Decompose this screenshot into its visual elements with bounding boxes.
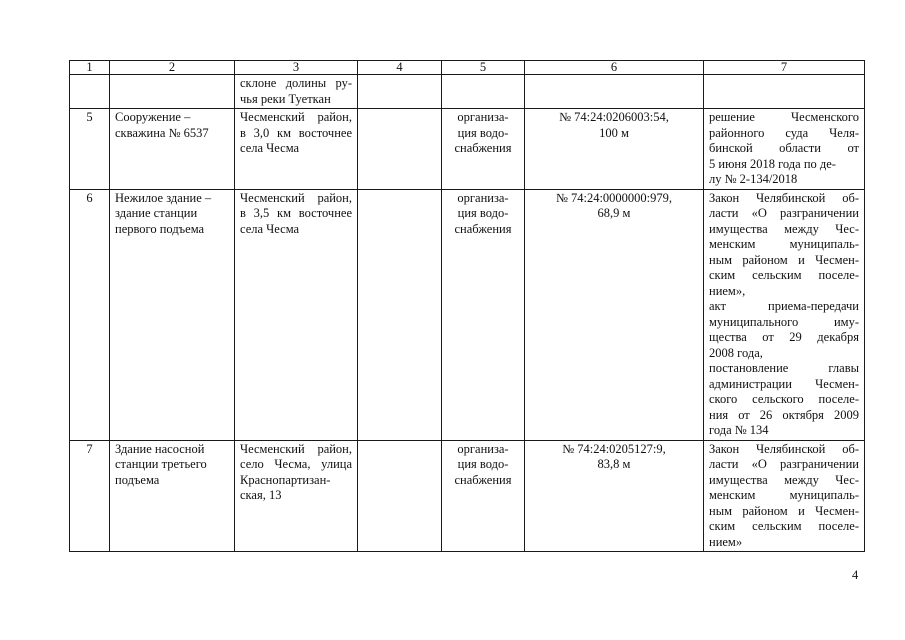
row-number-cell: 5	[70, 109, 110, 190]
location-cell	[235, 189, 358, 440]
cadastre-cell	[525, 189, 704, 440]
cell-line: снабжения	[454, 472, 512, 487]
cell-line: снабжения	[454, 221, 512, 236]
column-4-cell	[358, 109, 442, 190]
cell-line: Здание насосной	[115, 441, 205, 456]
cell-line: администрации Чесмен-	[709, 376, 859, 391]
cell-line: года № 134	[709, 423, 769, 437]
holder-cell	[442, 75, 525, 109]
legal-basis-cell	[704, 189, 865, 440]
row-number-cell	[70, 75, 110, 109]
cell-line: ласти «О разграничении	[709, 206, 859, 220]
row-number-cell: 7	[70, 440, 110, 552]
cell-line: районного суда Челя-	[709, 125, 859, 140]
cell-line: в 3,0 км восточнее	[240, 125, 352, 140]
column-4-cell	[358, 75, 442, 109]
cell-line: скважина № 6537	[115, 125, 209, 140]
table-body	[70, 61, 865, 552]
cell-line: щества от 29 декабря	[709, 330, 859, 344]
legal-basis-cell	[704, 440, 865, 552]
column-4-cell	[358, 189, 442, 440]
cell-line: села Чесма	[240, 221, 300, 236]
cell-line: № 74:24:0206003:54,	[559, 110, 669, 124]
cell-line: Чесменский район,	[240, 441, 352, 456]
cell-line: ным районом и Чесмен-	[709, 252, 859, 267]
cell-line: организа-	[457, 190, 509, 205]
cadastre-cell	[525, 109, 704, 190]
table-row	[70, 109, 865, 190]
object-name-cell	[110, 109, 235, 190]
header-cell-3: 3	[235, 61, 358, 75]
header-cell-4: 4	[358, 61, 442, 75]
table-row	[70, 189, 865, 440]
cell-line: постановление главы	[709, 361, 859, 375]
cell-line: ным районом и Чесмен-	[709, 503, 859, 518]
cell-line: менским муниципаль-	[709, 488, 859, 502]
cell-line: ция водо-	[457, 457, 509, 471]
cell-line: Краснопартизан-	[240, 472, 331, 487]
cell-line: № 74:24:0000000:979,	[555, 190, 673, 205]
location-cell	[235, 109, 358, 190]
cadastre-cell	[525, 75, 704, 109]
cell-line: ция водо-	[457, 206, 509, 220]
holder-cell	[442, 109, 525, 190]
header-cell-1: 1	[70, 61, 110, 75]
header-cell-7: 7	[704, 61, 865, 75]
cell-line: снабжения	[454, 141, 512, 155]
cell-line: муниципального иму-	[709, 314, 859, 329]
cell-line: Сооружение –	[115, 110, 191, 124]
cell-line: станции третьего	[115, 457, 207, 471]
cell-line: Закон Челябинской об-	[709, 441, 859, 456]
cell-line: акт приема-передачи	[709, 299, 859, 313]
object-name-cell	[110, 189, 235, 440]
cell-line: ласти «О разграничении	[709, 457, 859, 471]
cell-line: подъема	[115, 472, 160, 487]
cell-line: 68,9 м	[597, 206, 631, 220]
holder-cell	[442, 440, 525, 552]
legal-basis-cell	[704, 109, 865, 190]
cell-line: чья реки Туеткан	[240, 91, 331, 106]
cell-line: имущества между Чес-	[709, 472, 859, 487]
cell-line: ская, 13	[240, 488, 282, 502]
cell-line: 5 июня 2018 года по де-	[709, 156, 836, 171]
cell-line: село Чесма, улица	[240, 457, 352, 471]
holder-cell	[442, 189, 525, 440]
cell-line: ским сельским поселе-	[709, 268, 859, 282]
cell-line: нием»,	[709, 283, 746, 298]
legal-basis-cell	[704, 75, 865, 109]
cell-line: Нежилое здание –	[115, 190, 212, 205]
location-cell	[235, 75, 358, 109]
cell-line: Чесменский район,	[240, 110, 352, 124]
cell-line: менским муниципаль-	[709, 237, 859, 251]
header-cell-5: 5	[442, 61, 525, 75]
cell-line: первого подъема	[115, 221, 205, 236]
row-number-cell: 6	[70, 189, 110, 440]
cell-line: ция водо-	[457, 125, 509, 140]
cell-line: организа-	[457, 110, 509, 124]
table-row	[70, 440, 865, 552]
location-cell	[235, 440, 358, 552]
cell-line: ского сельского поселе-	[709, 392, 859, 406]
cell-line: в 3,5 км восточнее	[240, 206, 352, 220]
cell-line: Чесменский район,	[240, 190, 352, 205]
cell-line: 2008 года,	[709, 345, 763, 360]
cell-line: № 74:24:0205127:9,	[562, 441, 666, 456]
cell-line: ния от 26 октября 2009	[709, 407, 859, 422]
cell-line: лу № 2-134/2018	[709, 172, 798, 186]
cell-line: здание станции	[115, 206, 198, 220]
header-cell-6: 6	[525, 61, 704, 75]
cadastre-cell	[525, 440, 704, 552]
cell-line: имущества между Чес-	[709, 221, 859, 236]
cell-line: склоне долины ру-	[240, 76, 352, 90]
object-name-cell	[110, 440, 235, 552]
cell-line: села Чесма	[240, 141, 300, 155]
cell-line: 83,8 м	[597, 457, 631, 471]
property-table	[69, 60, 865, 552]
cell-line: ским сельским поселе-	[709, 519, 859, 533]
header-cell-2: 2	[110, 61, 235, 75]
cell-line: решение Чесменского	[709, 110, 859, 124]
cell-line: бинской области от	[709, 141, 859, 155]
column-4-cell	[358, 440, 442, 552]
cell-line: Закон Челябинской об-	[709, 190, 859, 205]
object-name-cell	[110, 75, 235, 109]
table-row	[70, 75, 865, 109]
header-row	[70, 61, 865, 75]
cell-line: организа-	[457, 441, 509, 456]
cell-line: нием»	[709, 534, 743, 549]
page-number: 4	[852, 568, 859, 582]
cell-line: 100 м	[599, 125, 629, 140]
